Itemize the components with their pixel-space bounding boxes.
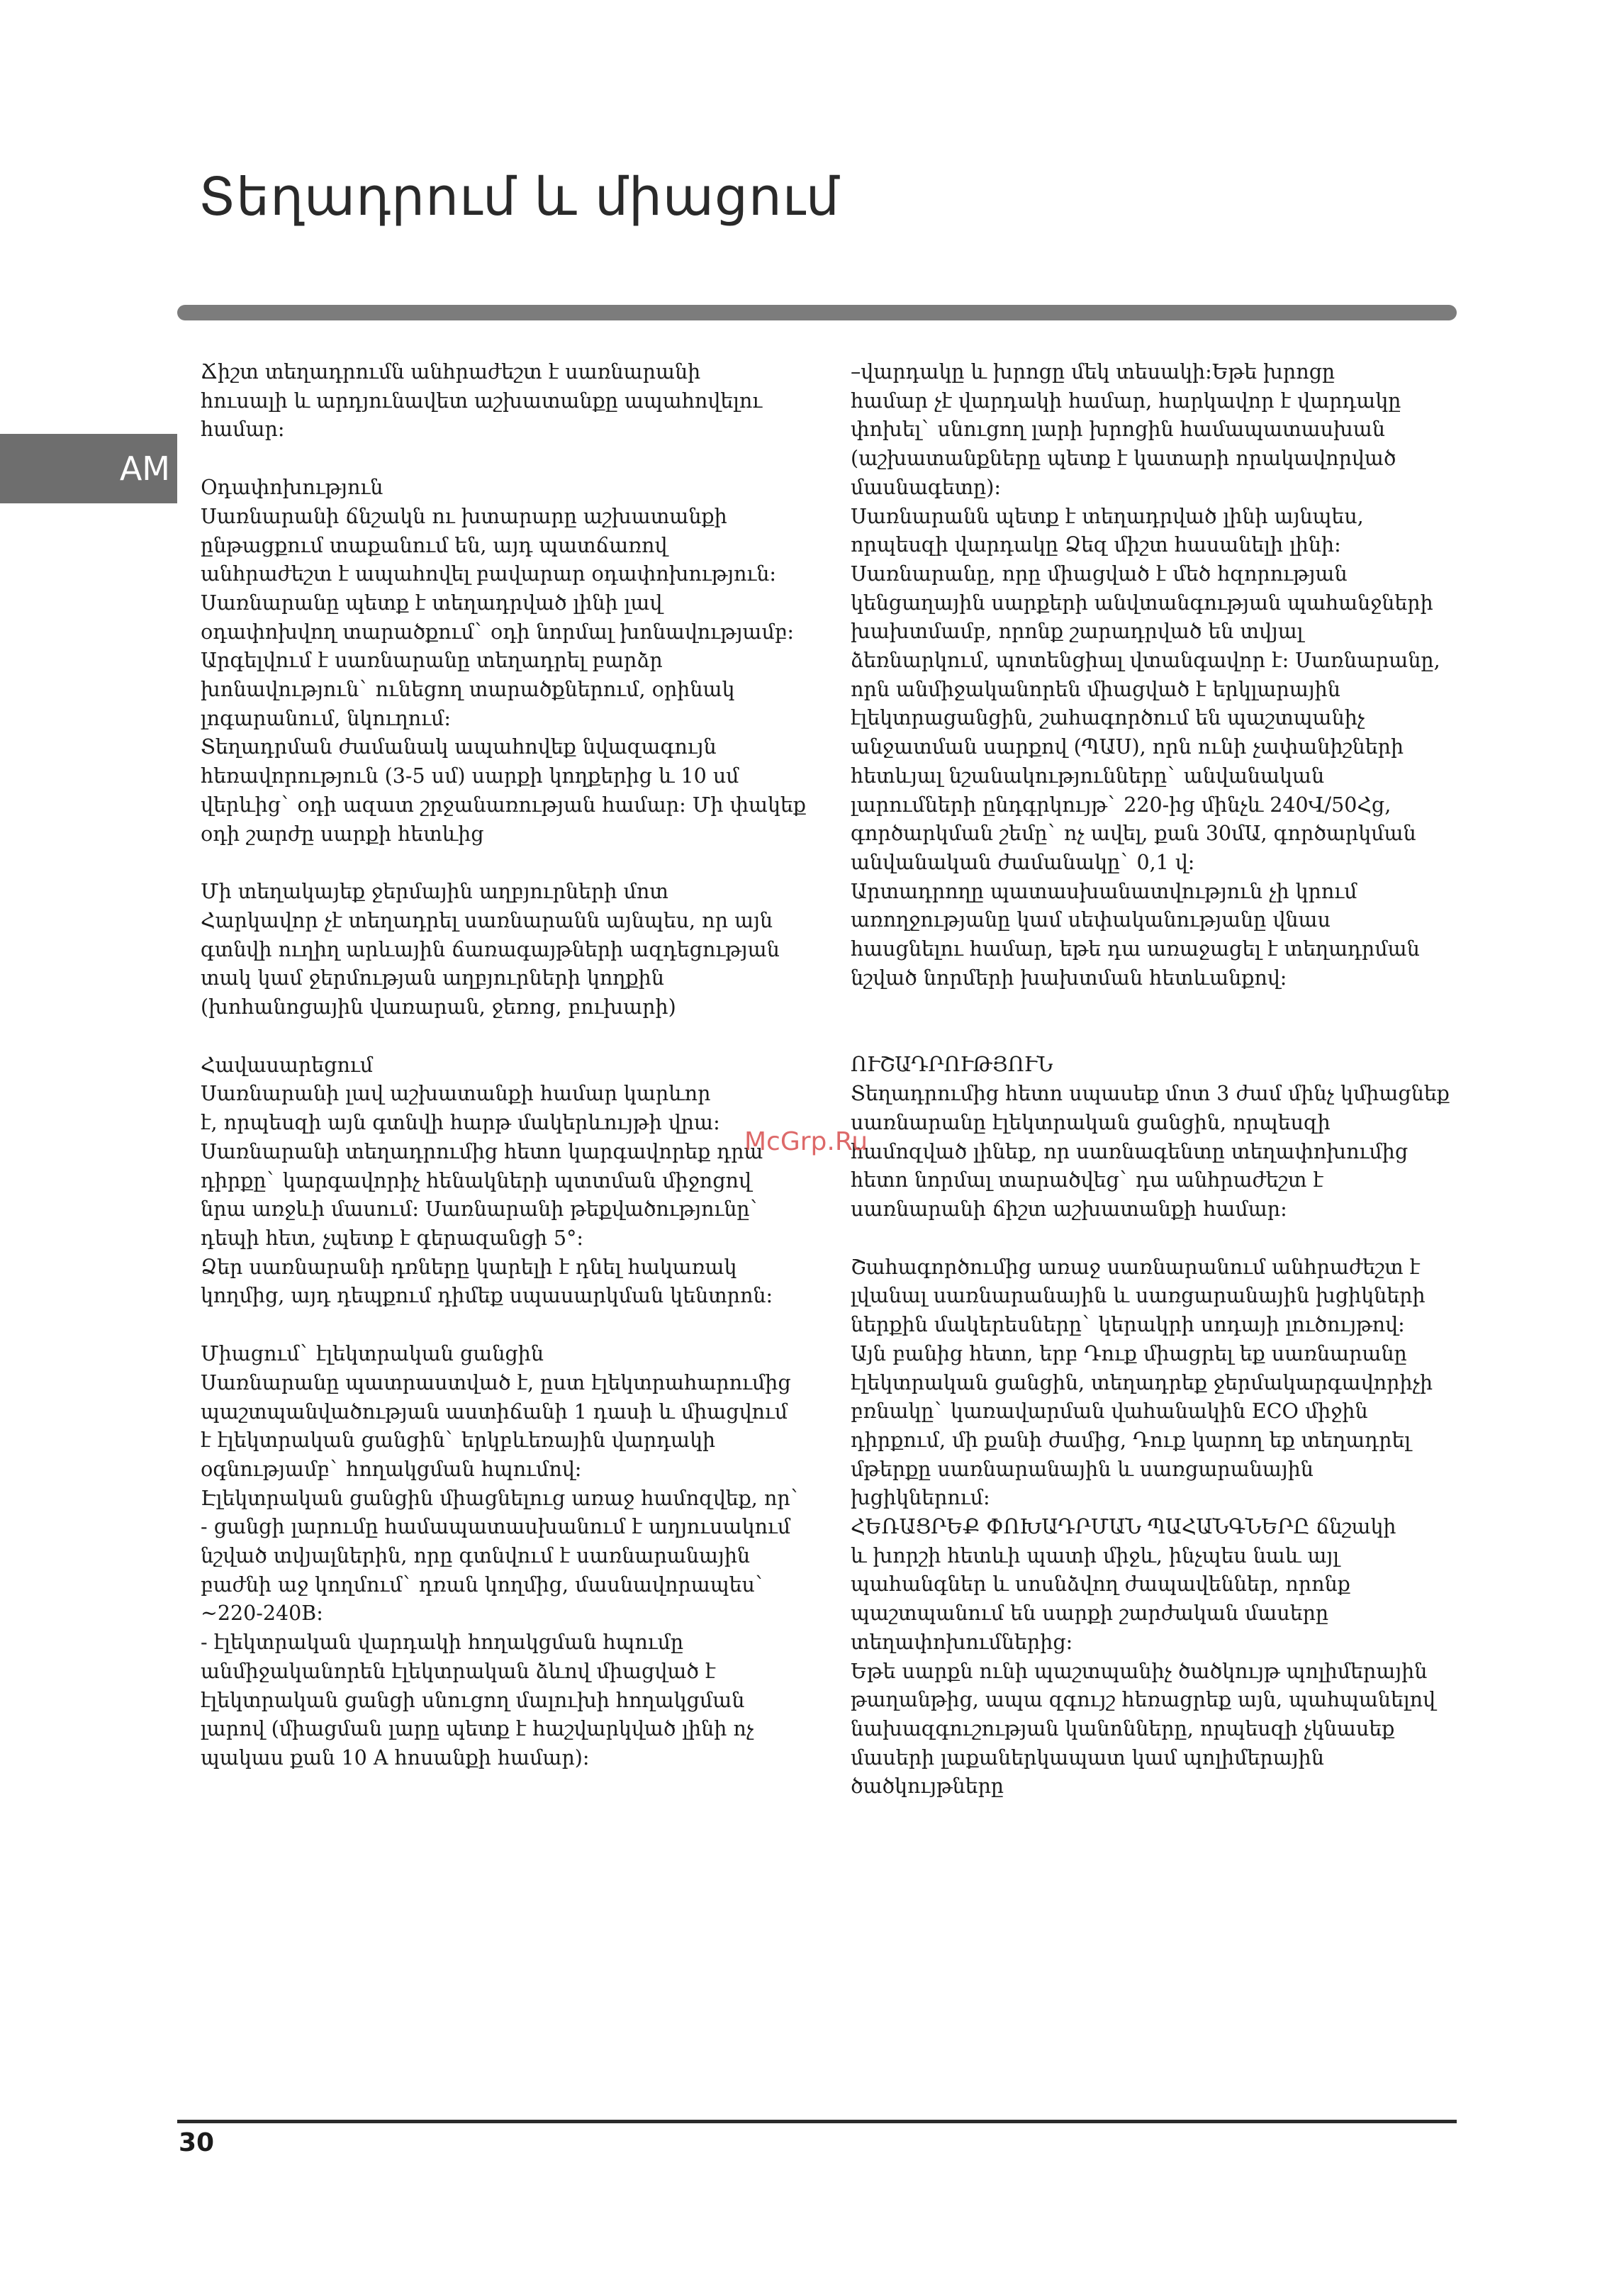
page-title: Տեղադրում և միացում (198, 167, 840, 228)
page-number: 30 (179, 2128, 215, 2157)
left-column (201, 358, 821, 1773)
intro-paragraph: Ճիշտ տեղադրումն անհրաժեշտ է սառնարանի հուսալի և արդյունավետ աշխատանքը ապահովելու համար: (201, 360, 763, 442)
language-tab-label: AM (119, 449, 170, 488)
electric-connection-section: Միացում` էլեկտրական ցանցին Սառնարանը պատրաստված է, ըստ էլեկտրահարումից պաշտպանվածության աստիճանի 1 դասի և միացվում է էլեկտրական ցանցին` երկբևեռային վարդակի օգնությամբ` հողակցման հպումով: Էլեկտրական ցանցին միացնելուց առաջ համոզվեք, որ` - ցանցի լարումը համապատասխանում է աղյուսակում նշված տվյալներին, որը գտնվում է սառնարանային բաժնի աջ կողմում` դռան կողմից, մասնավորապես` ~220-240В: - էլեկտրական վարդակի հողակցման հպումը անմիջականորեն էլեկտրական ձևով միացված է էլեկտրական ցանցի սնուցող մալուխի հողակցման լարով (միացման լարը պետք է հաշվարկված լինի ոչ պակաս քան 10 A հոսանքի համար): (201, 1342, 801, 1770)
leveling-section: Հավասարեցում Սառնարանի լավ աշխատանքի համար կարևոր է, որպեսզի այն գտնվի հարթ մակերևույթի վրա: Սառնարանի տեղադրումից հետո կարգավորեք դրա դիրքը` կարգավորիչ հենակների պտտման միջոցով նրա առջևի մասում: Սառնարանի թեքվածությունը` դեպի հետ, չպետք է գերազանցի 5°: Ձեր սառնարանի դռները կարելի է դնել հակառակ կողմից, այդ դեպքում դիմեք սպասարկման կենտրոն: (201, 1053, 773, 1308)
heat-sources-section: Մի տեղակայեք ջերմային աղբյուրների մոտ Հարկավոր չէ տեղադրել սառնարանն այնպես, որ այն գտնվի ուղիղ արևային ճառագայթների ազդեցության տակ կամ ջերմության աղբյուրների կողքին (խոհանոցային վառարան, ջեռոց, բուխարի) (201, 880, 780, 1019)
footer-rule (177, 2120, 1457, 2123)
plug-paragraph: –վարդակը և խրոցը մեկ տեսակի:Եթե խրոցը համար չէ վարդակի համար, հարկավոր է վարդակը փոխել` սնուցող լարի խրոցին համապատասխան (աշխատանքները պետք է կատարի որակավորված մասնագետը): Սառնարանն պետք է տեղադրված լինի այնպես, որպեսզի վարդակը Ձեզ միշտ հասանելի լինի: Սառնարանը, որը միացված է մեծ հզորության կենցաղային սարքերի անվտանգության պահանջների խախտմամբ, որոնք շարադրված են տվյալ ձեռնարկում, պոտենցիալ վտանգավոր է: Սառնարանը, որն անմիջականորեն միացված է երկլարային էլեկտրացանցին, շահագործում են պաշտպանիչ անջատման սարքով (ՊԱՍ), որն ունի չափանիշների հետևյալ նշանակությունները` անվանական լարումների ընդգրկույթ` 220-ից մինչև 240Վ/50Հց, գործարկման շեմը` ոչ ավել, քան 30մԱ, գործարկման անվանական ժամանակը` 0,1 վ: Արտադրողը պատասխանատվություն չի կրում առողջությանը կամ սեփականությանը վնաս հասցնելու համար, եթե դա առաջացել է տեղադրման նշված նորմերի խախտման հետևանքով: (851, 360, 1440, 990)
header-rule (177, 305, 1457, 320)
right-column (851, 358, 1471, 1801)
language-tab (0, 434, 177, 503)
watermark: McGrp.Ru (744, 1127, 868, 1156)
ventilation-section: Օդափոխություն Սառնարանի ճնշակն ու խտարարը աշխատանքի ընթացքում տաքանում են, այդ պատճառով անհրաժեշտ է ապահովել բավարար օդափոխություն: Սառնարանը պետք է տեղադրված լինի լավ օդափոխվող տարածքում` օդի նորմալ խոնավությամբ: Արգելվում է սառնարանը տեղադրել բարձր խոնավություն` ունեցող տարածքներում, օրինակ լոգարանում, նկուղում: Տեղադրման ժամանակ ապահովեք նվազագույն հեռավորություն (3-5 սմ) սարքի կողքերից և 10 սմ վերևից` օդի ազատ շրջանառության համար: Մի փակեք օդի շարժը սարքի հետևից (201, 476, 806, 846)
cleaning-section: Շահագործումից առաջ սառնարանում անհրաժեշտ է լվանալ սառնարանային և սառցարանային խցիկների ներքին մակերեսները` կերակրի սոդայի լուծույթով: Այն բանից հետո, երբ Դուք միացրել եք սառնարանը էլեկտրական ցանցին, տեղադրեք ջերմակարգավորիչի բռնակը` կառավարման վահանակին ECO միջին դիրքում, մի քանի ժամից, Դուք կարող եք տեղադրել մթերքը սառնարանային և սառցարանային խցիկներում: ՀԵՌԱՑՐԵՔ ՓՈԽԱԴՐՄԱՆ ՊԱՀԱՆԳՆԵՐԸ ճնշակի և խորշի հետևի պատի միջև, ինչպես նաև այլ պահանգներ և սոսնձվող ժապավեններ, որոնք պաշտպանում են սարքի շարժական մասերը տեղափոխումներից: Եթե սարքն ունի պաշտպանիչ ծածկույթ պոլիմերային թաղանթից, ապա զգույշ հեռացրեք այն, պահպանելով նախազգուշության կանոնները, որպեսզի չկնասեք մասերի լաքաներկապատ կամ պոլիմերային ծածկույթները (851, 1255, 1436, 1799)
attention-section: ՈՒՇԱԴՐՈՒԹՅՈՒՆ Տեղադրումից հետո սպասեք մոտ 3 ժամ մինչ կմիացնեք սառնարանը էլեկտրական ցանցին, որպեսզի համոզված լինեք, որ սառնագենտը տեղափոխումից հետո նորմալ տարածվեց` դա անհրաժեշտ է սառնարանի ճիշտ աշխատանքի համար: (851, 1053, 1450, 1221)
